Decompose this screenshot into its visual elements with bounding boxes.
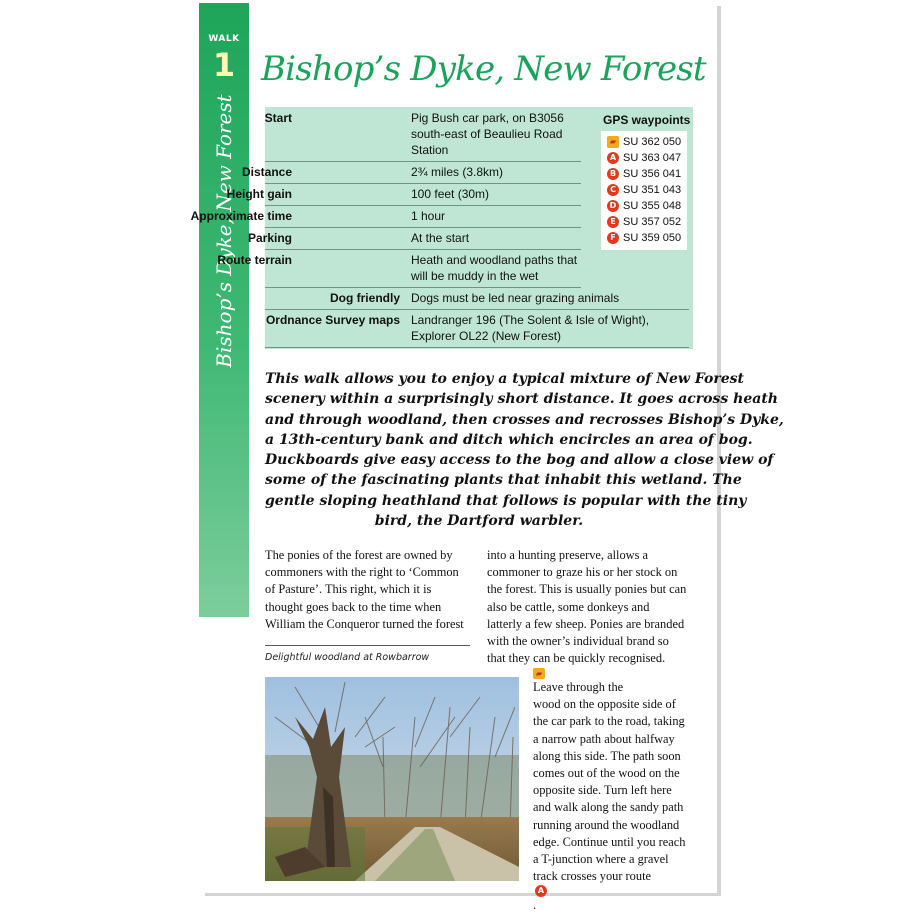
info-row (226, 183, 581, 206)
info-label: Route terrain (217, 253, 292, 267)
info-value (411, 164, 503, 180)
text-line: with the owner’s individual brand so (487, 634, 669, 649)
text-line: edge. Continue until you reach (533, 834, 686, 849)
woodland-photo (265, 677, 519, 881)
gps-grid-ref: SU 351 043 (623, 184, 682, 196)
intro-line: gentle sloping heathland that follows is popular with the tiny (265, 492, 747, 509)
info-row (265, 287, 689, 310)
intro-line: and through woodland, then crosses and recrosses Bishop’s Dyke, (265, 411, 784, 428)
book-page (190, 3, 784, 913)
gps-grid-ref: SU 359 050 (623, 232, 682, 244)
info-value-line: Pig Bush car park, on B3056 (411, 111, 564, 125)
text-line: into a hunting preserve, allows a (487, 548, 649, 562)
info-value-line: 2¾ miles (3.8km) (411, 165, 504, 179)
text-line: the forest. This is usually ponies but can (487, 582, 687, 597)
text-line: William the Conqueror turned the forest (265, 616, 464, 631)
gps-waypoint (607, 151, 689, 165)
info-value (411, 252, 577, 284)
route-start-text: Leave through the (533, 680, 624, 694)
info-label: Approximate time (190, 209, 292, 223)
route-last-punct: . (533, 898, 537, 913)
gps-grid-ref: SU 362 050 (623, 136, 682, 148)
text-line: latterly a few sheep. Ponies are branded (487, 616, 685, 631)
info-value-line: Landranger 196 (The Solent & Isle of Wight), (411, 313, 650, 327)
gps-waypoint (607, 183, 689, 197)
route-start-line (533, 668, 713, 696)
info-value (411, 230, 469, 246)
gps-waypoint (607, 135, 689, 149)
info-value (411, 110, 564, 158)
route-last-text: track crosses your route (533, 869, 652, 884)
walk-label: WALK (208, 34, 240, 44)
gps-waypoint-list (601, 131, 687, 250)
info-row (217, 249, 581, 288)
gps-grid-ref: SU 357 052 (623, 216, 682, 228)
route-text-lines (533, 696, 713, 868)
gps-grid-ref: SU 356 041 (623, 168, 682, 180)
text-line: commoner to graze his or her stock on (487, 565, 678, 580)
body-column-1 (265, 547, 475, 633)
gps-grid-ref: SU 363 047 (623, 152, 682, 164)
info-row (265, 107, 581, 162)
intro-paragraph (265, 369, 784, 531)
info-label: Distance (241, 165, 292, 179)
text-line: The ponies of the forest are owned by (265, 548, 453, 562)
vertical-title: Bishop’s Dyke, New Forest (212, 94, 236, 368)
text-line: running around the woodland (533, 817, 680, 832)
info-value-line: south-east of Beaulieu Road (411, 127, 563, 141)
waypoint-f-icon: F (607, 232, 619, 244)
info-label: Dog friendly (329, 291, 400, 305)
route-last-line (533, 868, 713, 914)
info-label: Parking (247, 231, 292, 245)
start-flag-icon: ▰ (607, 136, 619, 148)
text-line: thought goes back to the time when (265, 599, 442, 614)
info-row (241, 161, 581, 184)
intro-line: Duckboards give easy access to the bog and allow a close view of (265, 452, 774, 469)
text-line: that they can be quickly recognised. (487, 651, 666, 666)
intro-line: This walk allows you to enjoy a typical mixture of New Forest (265, 371, 744, 387)
text-line: commoners with the right to ‘Common (265, 565, 459, 580)
start-flag-icon: ▰ (533, 668, 545, 679)
info-label: Height gain (226, 187, 292, 201)
side-band (199, 3, 249, 617)
photo-caption: Delightful woodland at Rowbarrow (265, 652, 430, 663)
gps-waypoint (607, 167, 689, 181)
text-line: a narrow path about halfway (533, 731, 675, 746)
waypoint-e-icon: E (607, 216, 619, 228)
waypoint-b-icon: B (607, 168, 619, 180)
waypoint-d-icon: D (607, 200, 619, 212)
intro-line: bird, the Dartford warbler. (374, 513, 584, 530)
page-title: Bishop’s Dyke, New Forest (261, 49, 706, 89)
info-value-line: Dogs must be led near grazing animals (411, 291, 620, 305)
info-row (265, 309, 689, 348)
info-label: Ordnance Survey maps (265, 313, 400, 327)
info-value-line: Station (411, 143, 449, 157)
gps-grid-ref: SU 355 048 (623, 200, 682, 212)
intro-line: a 13th-century bank and ditch which encircles an area of bog. (265, 431, 753, 448)
text-line: also be cattle, some donkeys and (487, 599, 650, 614)
text-line: opposite side. Turn left here (533, 783, 672, 798)
info-row (190, 205, 581, 228)
info-row (247, 227, 581, 250)
info-value-line: 1 hour (411, 209, 446, 223)
info-value-line: will be muddy in the wet (411, 269, 539, 283)
info-value (411, 208, 445, 224)
body-column-2 (487, 547, 711, 667)
text-line: a T-junction where a gravel (533, 852, 669, 867)
caption-divider (265, 645, 470, 646)
waypoint-a-icon: A (535, 885, 547, 897)
text-line: of Pasture’. This right, which it is (265, 582, 432, 597)
waypoint-c-icon: C (607, 184, 619, 196)
text-line: comes out of the wood on the (533, 766, 680, 781)
text-line: the car park to the road, taking (533, 714, 685, 729)
gps-waypoints-panel (595, 110, 691, 252)
info-value-line: At the start (411, 231, 470, 245)
gps-waypoint (607, 231, 689, 245)
info-value (411, 312, 649, 344)
gps-title: GPS waypoints (603, 113, 691, 127)
info-value (411, 186, 489, 202)
gps-waypoint (607, 199, 689, 213)
text-line: wood on the opposite side of (533, 697, 676, 712)
gps-waypoint (607, 215, 689, 229)
info-label: Start (264, 111, 292, 125)
info-value-line: Explorer OL22 (New Forest) (411, 329, 562, 343)
body-column-3 (533, 668, 713, 915)
info-value-line: 100 feet (30m) (411, 187, 490, 201)
text-line: along this side. The path soon (533, 748, 681, 763)
waypoint-a-icon: A (607, 152, 619, 164)
intro-line: some of the fascinating plants that inhabit this wetland. The (265, 472, 742, 489)
intro-line: scenery within a surprisingly short distance. It goes across heath (265, 391, 778, 408)
walk-number: 1 (212, 46, 236, 84)
info-value-line: Heath and woodland paths that (411, 253, 578, 267)
text-line: and walk along the sandy path (533, 800, 684, 815)
info-value (411, 290, 619, 306)
